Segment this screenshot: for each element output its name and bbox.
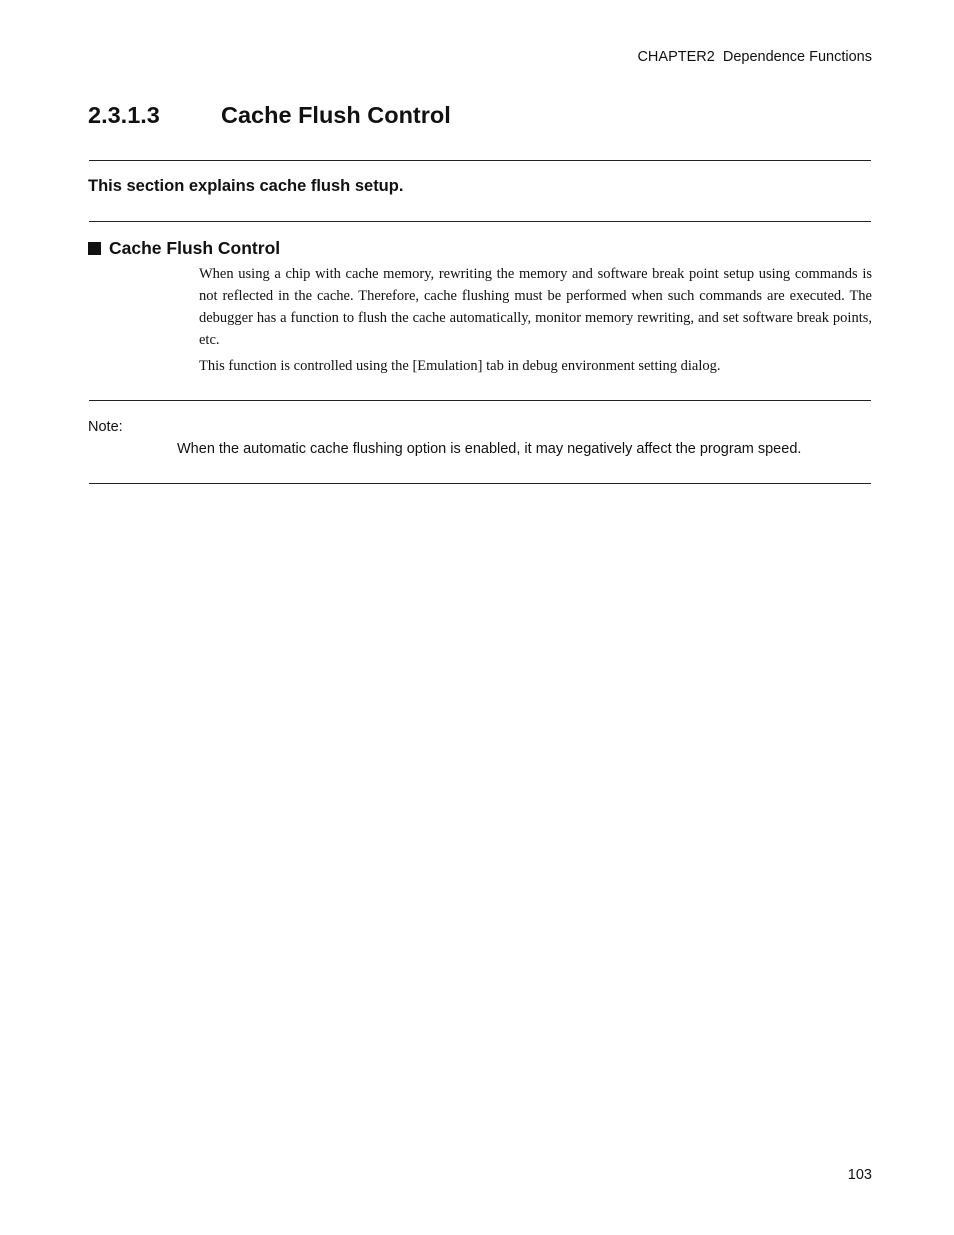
body-paragraph-2: This function is controlled using the [Emulation] tab in debug environment setting dialog. — [199, 358, 721, 374]
running-header: CHAPTER2 Dependence Functions — [637, 49, 872, 65]
divider-top — [89, 160, 871, 161]
page-number: 103 — [847, 1167, 872, 1183]
divider-summary — [89, 221, 871, 222]
divider-note-bottom — [89, 483, 871, 484]
body-paragraph-1: When using a chip with cache memory, rewriting the memory and software break point setup using commands is not reflected in the cache. Therefore, cache flushing must be performed when such commands are executed. The debugger has a function to flush the cache automatically, monitor memory rewriting, and set software break points, etc. — [199, 266, 872, 348]
subsection-heading — [88, 238, 280, 259]
section-number: 2.3.1.3 — [88, 102, 160, 128]
section-title: Cache Flush Control — [221, 102, 451, 128]
section-summary: This section explains cache flush setup. — [88, 177, 404, 195]
divider-note-top — [89, 400, 871, 401]
note-text: When the automatic cache flushing option is enabled, it may negatively affect the program speed. — [177, 441, 802, 457]
section-heading — [88, 102, 451, 129]
subsection-title: Cache Flush Control — [109, 238, 281, 258]
square-bullet-icon — [88, 242, 101, 255]
note-label: Note: — [88, 419, 123, 435]
